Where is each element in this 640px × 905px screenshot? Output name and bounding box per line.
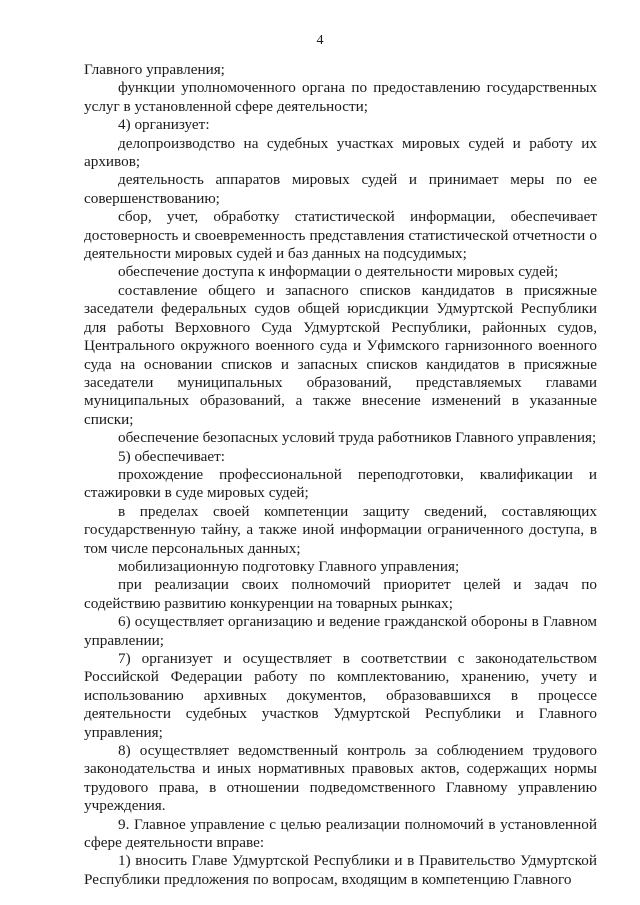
paragraph: 9. Главное управление с целью реализации полномочий в установленной сфере деятельности вправе:	[84, 815, 597, 852]
paragraph: функции уполномоченного органа по предоставлению государственных услуг в установленной сфере деятельности;	[84, 79, 597, 115]
paragraph: 7) организует и осуществляет в соответствии с законодательством Российской Федерации работу по комплектованию, хранению, учету и использованию архивных документов, образовавшихся в процессе деятельности судебных участков Удмуртской Республики и Главного управления;	[84, 650, 597, 741]
paragraph: обеспечение доступа к информации о деятельности мировых судей;	[118, 263, 559, 281]
paragraph: при реализации своих полномочий приоритет целей и задач по содействию развитию конкуренции на товарных рынках;	[84, 576, 597, 612]
paragraph: сбор, учет, обработку статистической информации, обеспечивает достоверность и своевременность представления статистической отчетности о деятельности мировых судей и баз данных на подсудимых;	[84, 208, 597, 263]
paragraph: Главного управления;	[84, 61, 225, 78]
paragraph: делопроизводство на судебных участках мировых судей и работу их архивов;	[84, 134, 597, 171]
paragraph: обеспечение безопасных условий труда работников Главного управления;	[118, 429, 597, 447]
paragraph: 4) организует:	[118, 116, 210, 134]
paragraph: в пределах своей компетенции защиту сведений, составляющих государственную тайну, а также иной информации ограниченного доступа, в том числе персональных данных;	[84, 502, 597, 557]
page-number: 4	[316, 33, 324, 48]
paragraph: 1) вносить Главе Удмуртской Республики и в Правительство Удмуртской Республики предложения по вопросам, входящим в компетенцию Главного	[84, 852, 597, 888]
paragraph: деятельность аппаратов мировых судей и принимает меры по ее совершенствованию;	[84, 171, 597, 207]
paragraph: 8) осуществляет ведомственный контроль за соблюдением трудового законодательства и иных нормативных правовых актов, содержащих нормы трудового права, в отношении подведомственного Главному управлению учреждения.	[84, 742, 597, 815]
document-body	[84, 61, 597, 889]
paragraph: 6) осуществляет организацию и ведение гражданской обороны в Главном управлении;	[84, 613, 597, 649]
paragraph: 5) обеспечивает:	[118, 447, 225, 465]
paragraph: прохождение профессиональной переподготовки, квалификации и стажировки в суде мировых судей;	[84, 465, 597, 502]
paragraph: составление общего и запасного списков кандидатов в присяжные заседатели федеральных судов общей юрисдикции Удмуртской Республики для работы Верховного Суда Удмуртской Республики, районных судов, Центрального окружного военного суда и Уфимского гарнизонного военного суда на основании списков и запасных списков кандидатов в присяжные заседатели муниципальных образований, представляемых главами муниципальных образований, а также внесение изменений в указанные списки;	[84, 281, 597, 428]
paragraph: мобилизационную подготовку Главного управления;	[118, 557, 460, 575]
